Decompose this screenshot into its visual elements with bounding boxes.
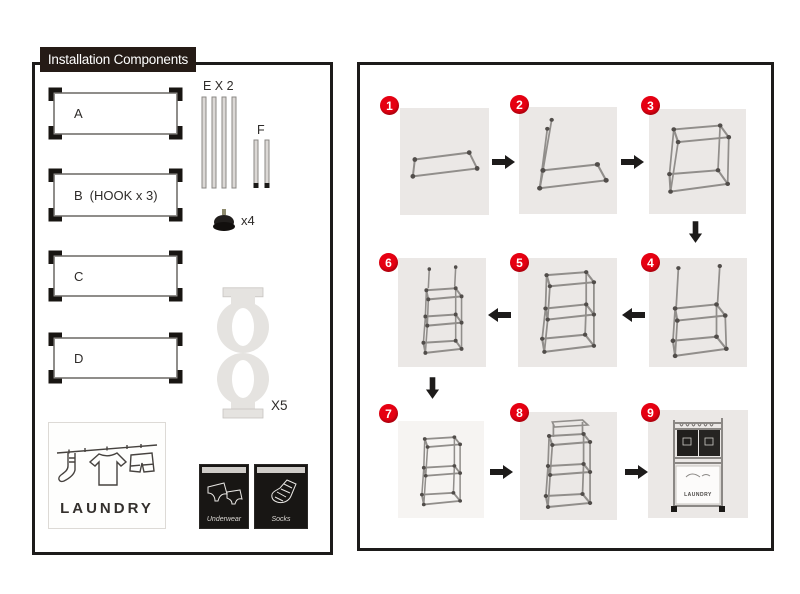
socks-bag-label: Socks (271, 516, 291, 523)
step-2-photo (519, 107, 617, 214)
connector-qty-label: X5 (271, 398, 288, 413)
pole-e-icon (201, 96, 239, 190)
pole-f-icon (253, 139, 273, 189)
laundry-bag-label: LAUNDRY (60, 500, 154, 517)
finished-laundry-label: LAUNDRY (684, 492, 712, 498)
arrow-down-icon (425, 377, 440, 400)
pole-e-label: E X 2 (203, 79, 234, 93)
step-6-badge: 6 (379, 253, 398, 272)
arrow-right-icon (621, 154, 645, 170)
step-1-photo (400, 108, 489, 215)
frame-c (48, 250, 183, 302)
step-5-badge: 5 (510, 253, 529, 272)
frame-c-label: C (74, 268, 84, 284)
step-9-photo (648, 410, 748, 518)
step-9-badge: 9 (641, 403, 660, 422)
arrow-left-icon (621, 307, 645, 323)
step-6-illustration (398, 258, 486, 367)
frame-b-note: (HOOK x 3) (89, 187, 158, 203)
frame-b-label: B (74, 187, 83, 203)
socks-icon (263, 478, 299, 508)
components-panel (32, 62, 333, 555)
step-3-illustration (649, 109, 746, 214)
step-2-badge: 2 (510, 95, 529, 114)
step-2-illustration (519, 107, 617, 214)
arrow-left-icon (487, 307, 511, 323)
connector-icon (217, 287, 269, 419)
frame-a-drawing (48, 87, 183, 140)
frame-a-label: A (74, 106, 83, 121)
clothesline-icon (55, 433, 159, 491)
frame-a (48, 87, 183, 140)
step-8-illustration (520, 412, 617, 520)
foot-qty-label: x4 (241, 213, 255, 228)
underwear-bag-label: Underwear (206, 516, 242, 523)
step-4-badge: 4 (641, 253, 660, 272)
frame-d-drawing (48, 332, 183, 384)
step-9-illustration (648, 410, 748, 518)
bag-strip (257, 467, 305, 473)
step-5-photo (518, 258, 617, 367)
page-title: Installation Components (40, 47, 196, 72)
step-1-badge: 1 (380, 96, 399, 115)
frame-c-drawing (48, 250, 183, 302)
arrow-right-icon (492, 154, 516, 170)
foot-icon (211, 209, 237, 232)
step-5-illustration (518, 258, 617, 367)
arrow-right-icon (625, 464, 649, 480)
laundry-bag (48, 422, 166, 529)
step-1-illustration (400, 108, 489, 215)
step-8-photo (520, 412, 617, 520)
step-4-illustration (649, 258, 747, 367)
step-7-photo (398, 421, 484, 518)
step-6-photo (398, 258, 486, 367)
arrow-down-icon (688, 221, 703, 244)
frame-b (48, 168, 183, 222)
frame-d (48, 332, 183, 384)
arrow-right-icon (490, 464, 514, 480)
underwear-icon (204, 478, 244, 508)
underwear-bag (200, 465, 248, 528)
pole-f-label: F (257, 123, 265, 137)
step-7-illustration (398, 421, 484, 518)
frame-d-label: D (74, 350, 84, 366)
socks-bag (255, 465, 307, 528)
step-3-badge: 3 (641, 96, 660, 115)
step-3-photo (649, 109, 746, 214)
step-7-badge: 7 (379, 404, 398, 423)
step-4-photo (649, 258, 747, 367)
bag-strip (202, 467, 246, 473)
step-8-badge: 8 (510, 403, 529, 422)
